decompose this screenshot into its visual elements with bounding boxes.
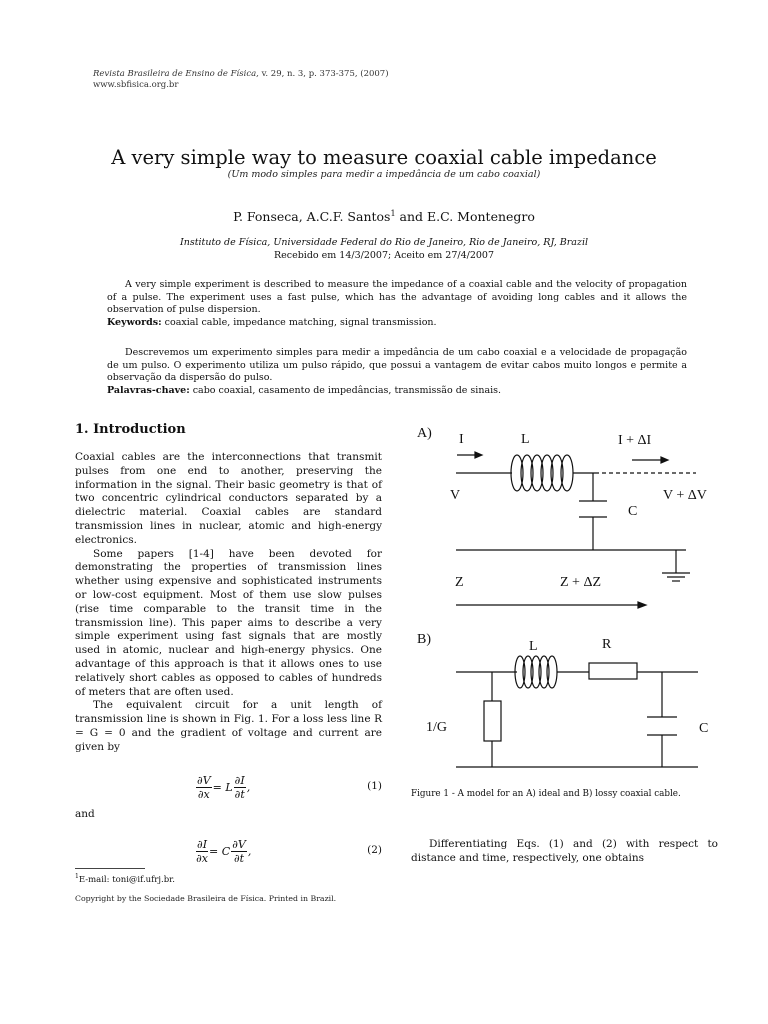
label-v: V	[450, 488, 461, 503]
equation-2-number: (2)	[367, 844, 382, 856]
equation-2: $\frac{\partial I}{\partial x}$ = C $\frac{\partial V}{\partial t}$ , (2)	[196, 837, 382, 865]
label-b: B)	[417, 632, 431, 647]
label-r: R	[602, 637, 612, 652]
label-z: Z	[455, 575, 464, 590]
label-l-a: L	[521, 432, 530, 447]
paragraph-3: The equivalent circuit for a unit length of transmission line is shown in Fig. 1. For a loss less line R = G = 0 and the gradient of voltage and current are given by	[75, 699, 382, 753]
equation-1-number: (1)	[367, 780, 382, 792]
label-z-dz: Z + ΔZ	[560, 575, 602, 590]
copyright: Copyright by the Sociedade Brasileira de Física. Printed in Brazil.	[75, 894, 337, 903]
footnote: $^1$E-mail: toni@if.ufrj.br.	[75, 873, 175, 885]
paper-title: A very simple way to measure coaxial cable impedance	[111, 146, 657, 169]
right-column-text: Differentiating Eqs. (1) and (2) with respect to distance and time, respectively, one obtains	[411, 838, 718, 864]
inductor-coil-a	[511, 455, 573, 491]
paper-subtitle: (Um modo simples para medir a impedância de um cabo coaxial)	[227, 169, 541, 180]
label-i-di: I + ΔI	[618, 433, 652, 448]
paragraph-1: Coaxial cables are the interconnections that transmit pulses from one end to another, preserving the information in the signal. Their basic geometry is that of two concentric cylindrical conductors separated by a dielectric material. Coaxial cables are standard transmission lines in nuclear, atomic and high-energy electronics.	[75, 451, 382, 546]
conductance-resistor	[484, 701, 501, 741]
connector-and: and	[75, 808, 95, 820]
section-heading: 1. Introduction	[75, 422, 186, 437]
figure-caption: Figure 1 - A model for an A) ideal and B) lossy coaxial cable.	[411, 789, 681, 799]
label-v-dv: V + ΔV	[663, 488, 707, 503]
paragraph-2: Some papers [1-4] have been devoted for demonstrating the properties of transmission lines whether using expensive and sophisticated instruments or low-cost equipment. Most of them use slow pulses (rise time comparable to the transit time in the transmission line). This paper aims to describe a very simple experiment using fast signals that are mostly used in atomic, nuclear and high-energy physics. One advantage of this approach is that it allows ones to use relatively short cables as opposed to cables of hundreds of meters that are often used.	[75, 547, 382, 698]
label-l-b: L	[529, 639, 538, 654]
journal-citation: Revista Brasileira de Ensino de Física, v. 29, n. 3, p. 373-375, (2007) www.sbfisica.org.br	[93, 69, 389, 90]
resistor-r	[589, 663, 637, 679]
dates: Recebido em 14/3/2007; Aceito em 27/4/2007	[274, 250, 494, 261]
label-i: I	[459, 432, 464, 447]
introduction-body	[75, 451, 382, 755]
authors: P. Fonseca, A.C.F. Santos$^1$ and E.C. Montenegro	[233, 209, 535, 225]
circuit-figure	[400, 415, 730, 775]
abstract-english: A very simple experiment is described to measure the impedance of a coaxial cable and the velocity of propagation of a pulse. The experiment uses a fast pulse, which has the advantage of avoiding long cables and it allows the observation of pulse dispersion. Keywords: coaxial cable, impedance matching, signal transmission.	[107, 279, 687, 328]
footnote-rule	[75, 868, 145, 869]
inductor-coil-b	[515, 656, 557, 688]
equation-1: $\frac{\partial V}{\partial x}$ = L $\frac{\partial I}{\partial t}$ , (1)	[197, 773, 382, 801]
label-1-over-g: 1/G	[426, 720, 447, 735]
label-a: A)	[417, 426, 432, 441]
abstract-portuguese: Descrevemos um experimento simples para medir a impedância de um cabo coaxial e a velocidade de propagação de um pulso. O experimento utiliza um pulso rápido, que possui a vantagem de evitar cabos muito longos e permite a observação da dispersão do pulso. Palavras-chave: cabo coaxial, casamento de impedâncias, transmissão de sinais.	[107, 347, 687, 396]
label-c-b: C	[699, 721, 709, 736]
affiliation: Instituto de Física, Universidade Federal do Rio de Janeiro, Rio de Janeiro, RJ, Brazil	[179, 237, 589, 248]
label-c-a: C	[628, 504, 638, 519]
journal-url[interactable]: www.sbfisica.org.br	[93, 80, 179, 90]
